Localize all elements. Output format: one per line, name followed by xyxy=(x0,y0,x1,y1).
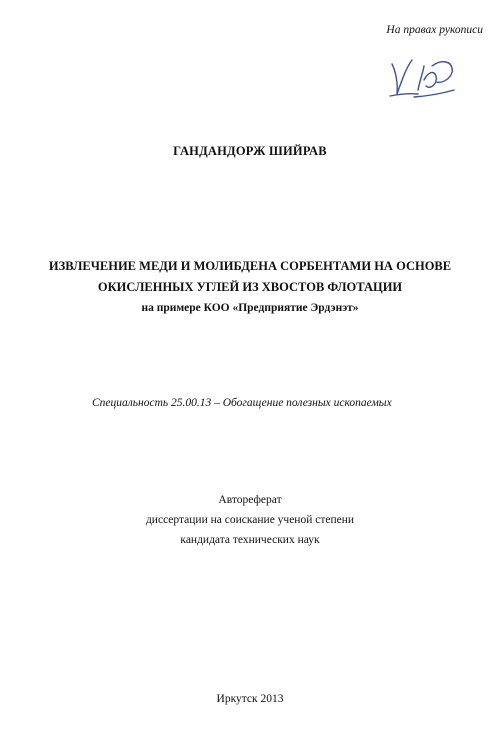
specialty-line: Специальность 25.00.13 – Обогащение полезных ископаемых xyxy=(92,397,392,409)
city-year: Иркутск 2013 xyxy=(216,693,284,705)
abstract-degree-line: диссертации на соискание ученой степени xyxy=(145,514,355,526)
title-subtitle: на примере КОО «Предприятие Эрдэнэт» xyxy=(141,302,359,314)
title-line-2: ОКИСЛЕННЫХ УГЛЕЙ ИЗ ХВОСТОВ ФЛОТАЦИИ xyxy=(97,280,403,294)
title-line-1: ИЗВЛЕЧЕНИЕ МЕДИ И МОЛИБДЕНА СОРБЕНТАМИ НА ОСНОВЕ xyxy=(48,259,452,273)
abstract-degree-field: кандидата технических наук xyxy=(180,534,320,546)
manuscript-note: На правах рукописи xyxy=(386,24,483,36)
abstract-label: Автореферат xyxy=(218,494,282,506)
handwritten-signature xyxy=(388,50,458,102)
dissertation-title xyxy=(20,256,480,318)
author-name: ГАНДАНДОРЖ ШИЙРАВ xyxy=(173,144,327,158)
abstract-block xyxy=(0,490,500,550)
